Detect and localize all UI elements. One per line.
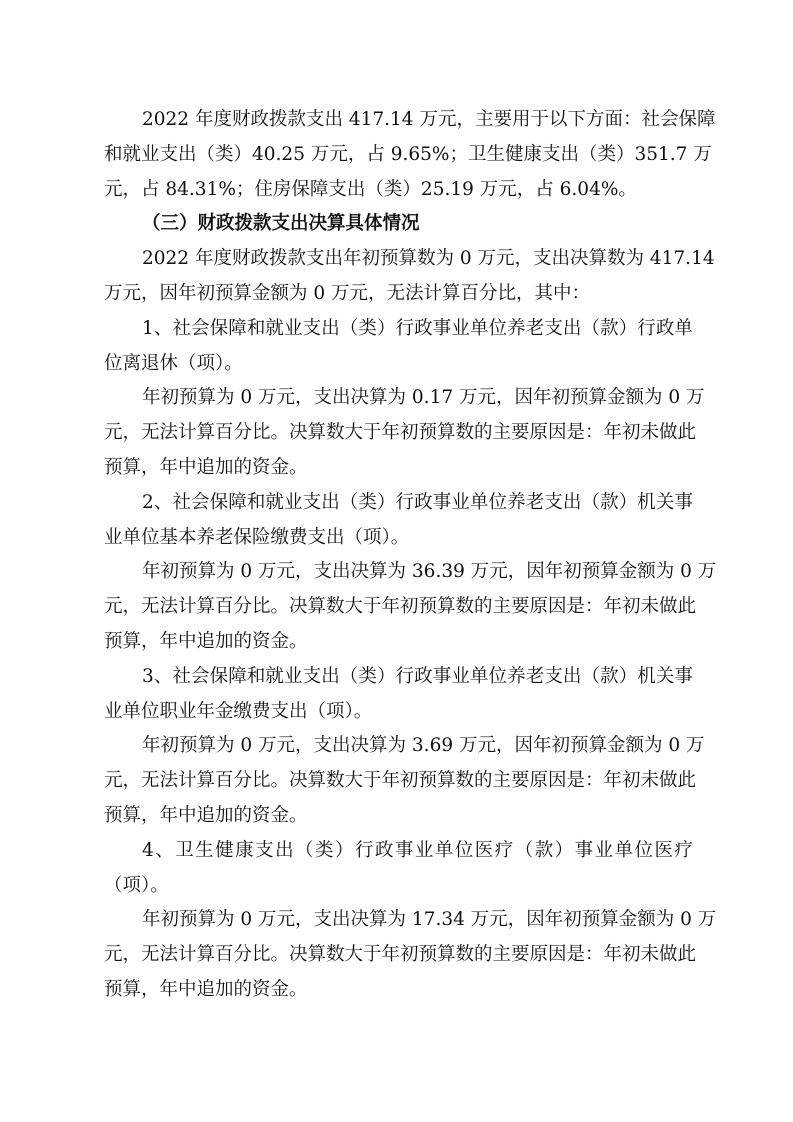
paragraph — [104, 834, 693, 904]
text-line: 业单位职业年金缴费支出（项）。 — [104, 700, 373, 722]
text-line: 和就业支出（类）40.25 万元，占 9.65%；卫生健康支出（类）351.7 万 — [104, 143, 712, 165]
text-line: 年初预算为 0 万元，支出决算为 36.39 万元，因年初预算金额为 0 万 — [142, 561, 717, 583]
section-heading — [104, 207, 693, 242]
text-line: 预算，年中追加的资金。 — [104, 456, 308, 478]
paragraph — [104, 103, 716, 207]
text-line: 年初预算为 0 万元，支出决算为 17.34 万元，因年初预算金额为 0 万 — [142, 909, 717, 931]
text-line: 2022 年度财政拨款支出 417.14 万元，主要用于以下方面：社会保障 — [142, 109, 716, 130]
text-line: 年初预算为 0 万元，支出决算为 0.17 万元，因年初预算金额为 0 万 — [142, 387, 705, 409]
text-line: 年初预算为 0 万元，支出决算为 3.69 万元，因年初预算金额为 0 万 — [142, 735, 705, 757]
text-line: 位离退休（项）。 — [104, 352, 243, 374]
paragraph — [104, 729, 705, 833]
text-line: 预算，年中追加的资金。 — [104, 630, 308, 652]
text-line: 元，无法计算百分比。决算数大于年初预算数的主要原因是：年初未做此 — [104, 596, 697, 618]
text-line: 元，无法计算百分比。决算数大于年初预算数的主要原因是：年初未做此 — [104, 770, 697, 792]
text-line: 元，占 84.31%；住房保障支出（类）25.19 万元，占 6.04%。 — [104, 178, 637, 200]
document-page — [104, 103, 717, 1008]
text-line: 元，无法计算百分比。决算数大于年初预算数的主要原因是：年初未做此 — [104, 944, 697, 966]
paragraph — [104, 903, 717, 1007]
text-line: 4、卫生健康支出（类）行政事业单位医疗（款）事业单位医疗 — [142, 839, 693, 861]
text-line: 3、社会保障和就业支出（类）行政事业单位养老支出（款）机关事 — [142, 665, 693, 687]
text-line: 万元，因年初预算金额为 0 万元，无法计算百分比，其中： — [104, 282, 591, 304]
paragraph — [104, 242, 715, 312]
text-line: 元，无法计算百分比。决算数大于年初预算数的主要原因是：年初未做此 — [104, 422, 697, 444]
text-line: （项）。 — [104, 874, 169, 896]
text-line: 2、社会保障和就业支出（类）行政事业单位养老支出（款）机关事 — [142, 491, 693, 513]
text-line: 预算，年中追加的资金。 — [104, 804, 308, 826]
text-line: 业单位基本养老保险缴费支出（项）。 — [104, 526, 410, 548]
paragraph — [104, 660, 693, 730]
paragraph — [104, 312, 693, 382]
text-line: 2022 年度财政拨款支出年初预算数为 0 万元，支出决算数为 417.14 — [142, 248, 715, 270]
text-line: 1、社会保障和就业支出（类）行政事业单位养老支出（款）行政单 — [142, 317, 693, 339]
paragraph — [104, 486, 693, 556]
text-line: 预算，年中追加的资金。 — [104, 978, 308, 1000]
paragraph — [104, 555, 717, 659]
paragraph — [104, 381, 705, 485]
text-line: （三）财政拨款支出决算具体情况 — [142, 213, 420, 235]
